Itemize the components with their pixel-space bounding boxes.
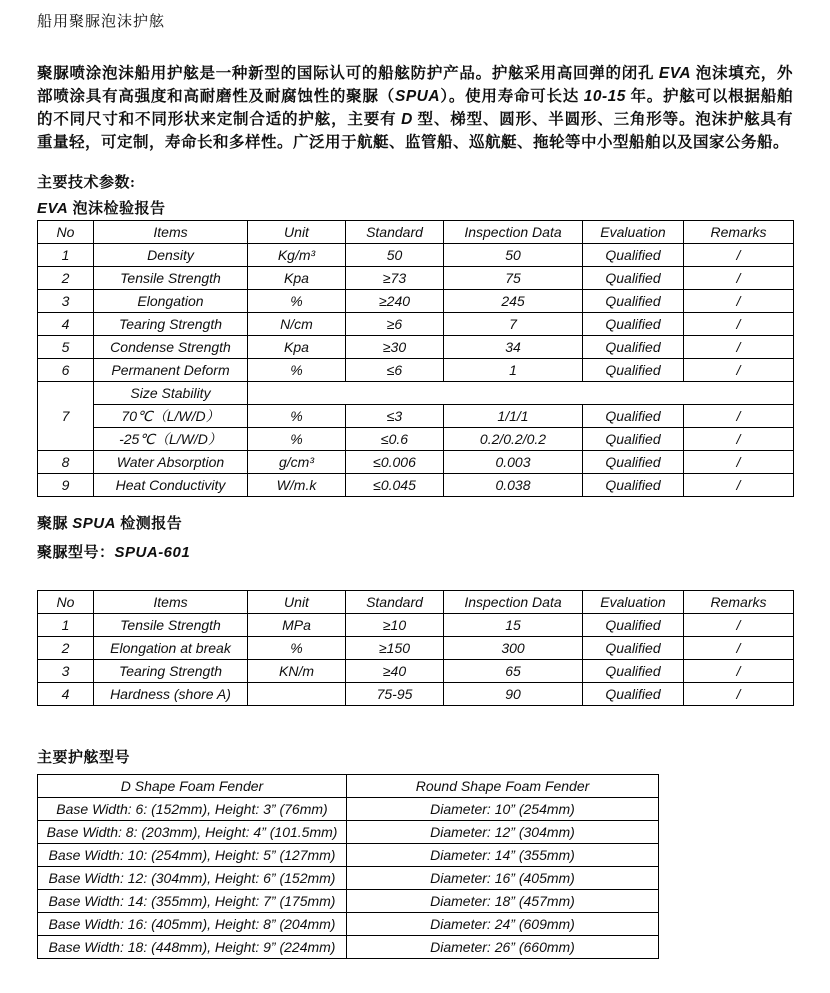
table-cell: 5	[38, 336, 94, 359]
table-cell: MPa	[248, 614, 346, 637]
table-header-row	[38, 775, 659, 798]
table-row	[38, 890, 659, 913]
table-cell: Permanent Deform	[94, 359, 248, 382]
table-cell: ≥30	[346, 336, 444, 359]
latin-text-segment: D	[401, 111, 413, 128]
table-cell: Base Width: 10: (254mm), Height: 5” (127mm)	[38, 844, 347, 867]
table-row	[38, 336, 794, 359]
table-row	[38, 867, 659, 890]
spua-report-heading	[37, 515, 793, 533]
table-cell: 1/1/1	[444, 405, 583, 428]
table-cell: 4	[38, 683, 94, 706]
table-cell: 2	[38, 637, 94, 660]
fender-models-heading: 主要护舷型号	[37, 750, 131, 766]
table-cell: /	[684, 290, 794, 313]
table-cell: Diameter: 18” (457mm)	[347, 890, 659, 913]
table-row	[38, 290, 794, 313]
table-cell: Elongation	[94, 290, 248, 313]
table-cell: Base Width: 12: (304mm), Height: 6” (152mm)	[38, 867, 347, 890]
fender-models-table	[37, 774, 659, 959]
table-header-cell: Items	[94, 221, 248, 244]
intro-paragraph	[37, 62, 793, 154]
table-cell: Qualified	[583, 359, 684, 382]
table-cell: 4	[38, 313, 94, 336]
table-header-cell: Items	[94, 591, 248, 614]
table-cell: 9	[38, 474, 94, 497]
table-cell: 50	[346, 244, 444, 267]
table-cell: Diameter: 24” (609mm)	[347, 913, 659, 936]
table-cell: Diameter: 26” (660mm)	[347, 936, 659, 959]
table-header-cell: Evaluation	[583, 221, 684, 244]
spua-model-line	[37, 544, 793, 562]
table-header-cell: D Shape Foam Fender	[38, 775, 347, 798]
table-row	[38, 683, 794, 706]
table-cell: ≥240	[346, 290, 444, 313]
table-cell: g/cm³	[248, 451, 346, 474]
cjk-text-segment: 聚脲型号：	[37, 545, 115, 561]
table-cell: %	[248, 428, 346, 451]
eva-foam-inspection-table	[37, 220, 794, 497]
cjk-text-segment: 泡沫填充，外部喷涂具有高强度和高耐磨性及耐腐蚀性的聚脲（	[37, 65, 793, 105]
table-cell: 75-95	[346, 683, 444, 706]
table-cell: /	[684, 474, 794, 497]
table-cell: Base Width: 6: (152mm), Height: 3” (76mm)	[38, 798, 347, 821]
table-row	[38, 798, 659, 821]
table-cell: ≥73	[346, 267, 444, 290]
table-row	[38, 428, 794, 451]
table-cell: 6	[38, 359, 94, 382]
table-cell: Kg/m³	[248, 244, 346, 267]
table-cell: %	[248, 290, 346, 313]
table-cell: 75	[444, 267, 583, 290]
table-row	[38, 614, 794, 637]
table-cell: Qualified	[583, 637, 684, 660]
table-cell: Tensile Strength	[94, 267, 248, 290]
table-cell: /	[684, 428, 794, 451]
table-cell: Diameter: 10” (254mm)	[347, 798, 659, 821]
table-cell: Base Width: 18: (448mm), Height: 9” (224mm)	[38, 936, 347, 959]
table-cell: 7	[38, 382, 94, 451]
table-cell: 3	[38, 660, 94, 683]
cjk-text-segment: 年。护舷可以根据船舶的不同尺寸和不同形状来定制合适的护舷，主要有	[37, 88, 793, 128]
table-header-cell: Standard	[346, 221, 444, 244]
table-cell: 0.003	[444, 451, 583, 474]
table-cell: ≤3	[346, 405, 444, 428]
table-cell: ≥40	[346, 660, 444, 683]
table-cell: Base Width: 14: (355mm), Height: 7” (175mm)	[38, 890, 347, 913]
table-cell: KN/m	[248, 660, 346, 683]
table-cell: Base Width: 16: (405mm), Height: 8” (204mm)	[38, 913, 347, 936]
table-cell: Qualified	[583, 244, 684, 267]
table-cell: Hardness (shore A)	[94, 683, 248, 706]
table-cell: Size Stability	[94, 382, 248, 405]
table-cell: Density	[94, 244, 248, 267]
latin-text-segment: SPUA	[395, 88, 441, 105]
table-header-cell: Unit	[248, 591, 346, 614]
table-cell: Qualified	[583, 683, 684, 706]
table-header-cell: Inspection Data	[444, 591, 583, 614]
table-cell	[248, 382, 794, 405]
cjk-text-segment: 型、梯型、圆形、半圆形、三角形等。泡沫护舷具有重量轻，可定制，寿命长和多样性。广泛用于航艇、监管船、巡航艇、拖轮等中小型船舶以及国家公务船。	[37, 111, 793, 151]
table-cell: 1	[38, 614, 94, 637]
eva-report-heading	[37, 200, 793, 218]
table-row	[38, 936, 659, 959]
table-row	[38, 474, 794, 497]
table-cell: -25℃（L/W/D）	[94, 428, 248, 451]
table-cell: 3	[38, 290, 94, 313]
table-cell: W/m.k	[248, 474, 346, 497]
table-cell: Kpa	[248, 267, 346, 290]
table-cell: Elongation at break	[94, 637, 248, 660]
table-cell: 8	[38, 451, 94, 474]
cjk-text-segment: 聚脲喷涂泡沫船用护舷是一种新型的国际认可的船舷防护产品。护舷采用高回弹的闭孔	[37, 65, 659, 82]
table-cell: /	[684, 660, 794, 683]
table-cell: Diameter: 14” (355mm)	[347, 844, 659, 867]
table-cell: Heat Conductivity	[94, 474, 248, 497]
table-row	[38, 821, 659, 844]
latin-text-segment: EVA	[37, 200, 69, 217]
table-cell: ≥6	[346, 313, 444, 336]
table-cell: /	[684, 359, 794, 382]
table-cell: ≥150	[346, 637, 444, 660]
table-cell: Condense Strength	[94, 336, 248, 359]
table-cell: Diameter: 12” (304mm)	[347, 821, 659, 844]
table-cell	[248, 683, 346, 706]
table-cell: 15	[444, 614, 583, 637]
table-row	[38, 451, 794, 474]
table-cell: 90	[444, 683, 583, 706]
table-row	[38, 359, 794, 382]
table-cell: 7	[444, 313, 583, 336]
latin-text-segment: 10-15	[583, 88, 626, 105]
table-header-cell: Inspection Data	[444, 221, 583, 244]
table-cell: 300	[444, 637, 583, 660]
table-cell: /	[684, 637, 794, 660]
table-cell: 1	[38, 244, 94, 267]
table-row	[38, 267, 794, 290]
table-cell: Diameter: 16” (405mm)	[347, 867, 659, 890]
table-header-row	[38, 221, 794, 244]
table-row	[38, 844, 659, 867]
table-cell: Qualified	[583, 405, 684, 428]
table-cell: Kpa	[248, 336, 346, 359]
table-cell: 2	[38, 267, 94, 290]
table-cell: ≤0.6	[346, 428, 444, 451]
table-cell: ≤6	[346, 359, 444, 382]
table-cell: /	[684, 336, 794, 359]
table-cell: ≤0.045	[346, 474, 444, 497]
table-cell: Qualified	[583, 660, 684, 683]
table-cell: /	[684, 267, 794, 290]
tech-params-heading: 主要技术参数:	[37, 175, 136, 191]
table-cell: /	[684, 313, 794, 336]
table-cell: /	[684, 244, 794, 267]
table-cell: ≤0.006	[346, 451, 444, 474]
table-cell: Tensile Strength	[94, 614, 248, 637]
table-cell: /	[684, 614, 794, 637]
latin-text-segment: EVA	[658, 65, 692, 82]
table-cell: %	[248, 359, 346, 382]
table-header-cell: No	[38, 221, 94, 244]
table-row	[38, 405, 794, 428]
table-cell: 0.038	[444, 474, 583, 497]
table-header-row	[38, 591, 794, 614]
spua-inspection-table	[37, 590, 794, 706]
cjk-text-segment: 泡沫检验报告	[68, 201, 166, 217]
table-cell: /	[684, 451, 794, 474]
table-cell: Qualified	[583, 614, 684, 637]
table-cell: 34	[444, 336, 583, 359]
latin-text-segment: SPUA-601	[114, 544, 191, 561]
table-header-cell: No	[38, 591, 94, 614]
cjk-text-segment: 聚脲	[37, 516, 73, 532]
table-row	[38, 913, 659, 936]
table-cell: 70℃（L/W/D）	[94, 405, 248, 428]
table-header-cell: Evaluation	[583, 591, 684, 614]
table-cell: /	[684, 683, 794, 706]
table-cell: 50	[444, 244, 583, 267]
table-cell: Qualified	[583, 428, 684, 451]
table-header-cell: Remarks	[684, 591, 794, 614]
table-cell: Qualified	[583, 290, 684, 313]
table-cell: Tearing Strength	[94, 313, 248, 336]
table-cell: 65	[444, 660, 583, 683]
table-cell: Base Width: 8: (203mm), Height: 4” (101.5mm)	[38, 821, 347, 844]
table-row	[38, 244, 794, 267]
table-cell: Tearing Strength	[94, 660, 248, 683]
document-title: 船用聚脲泡沫护舷	[37, 14, 166, 30]
table-cell: 245	[444, 290, 583, 313]
table-cell: Qualified	[583, 451, 684, 474]
table-header-cell: Round Shape Foam Fender	[347, 775, 659, 798]
table-cell: /	[684, 405, 794, 428]
table-cell: Qualified	[583, 474, 684, 497]
table-header-cell: Remarks	[684, 221, 794, 244]
table-cell: %	[248, 405, 346, 428]
table-row	[38, 637, 794, 660]
table-header-cell: Standard	[346, 591, 444, 614]
table-header-cell: Unit	[248, 221, 346, 244]
latin-text-segment: SPUA	[72, 515, 116, 532]
cjk-text-segment: 检测报告	[115, 516, 183, 532]
table-cell: 1	[444, 359, 583, 382]
cjk-text-segment: ）。使用寿命可长达	[440, 88, 584, 105]
table-cell: ≥10	[346, 614, 444, 637]
table-row	[38, 313, 794, 336]
table-row	[38, 660, 794, 683]
table-cell: N/cm	[248, 313, 346, 336]
table-cell: Qualified	[583, 267, 684, 290]
table-cell: %	[248, 637, 346, 660]
table-cell: Qualified	[583, 336, 684, 359]
table-row	[38, 382, 794, 405]
table-cell: Qualified	[583, 313, 684, 336]
table-cell: Water Absorption	[94, 451, 248, 474]
table-cell: 0.2/0.2/0.2	[444, 428, 583, 451]
